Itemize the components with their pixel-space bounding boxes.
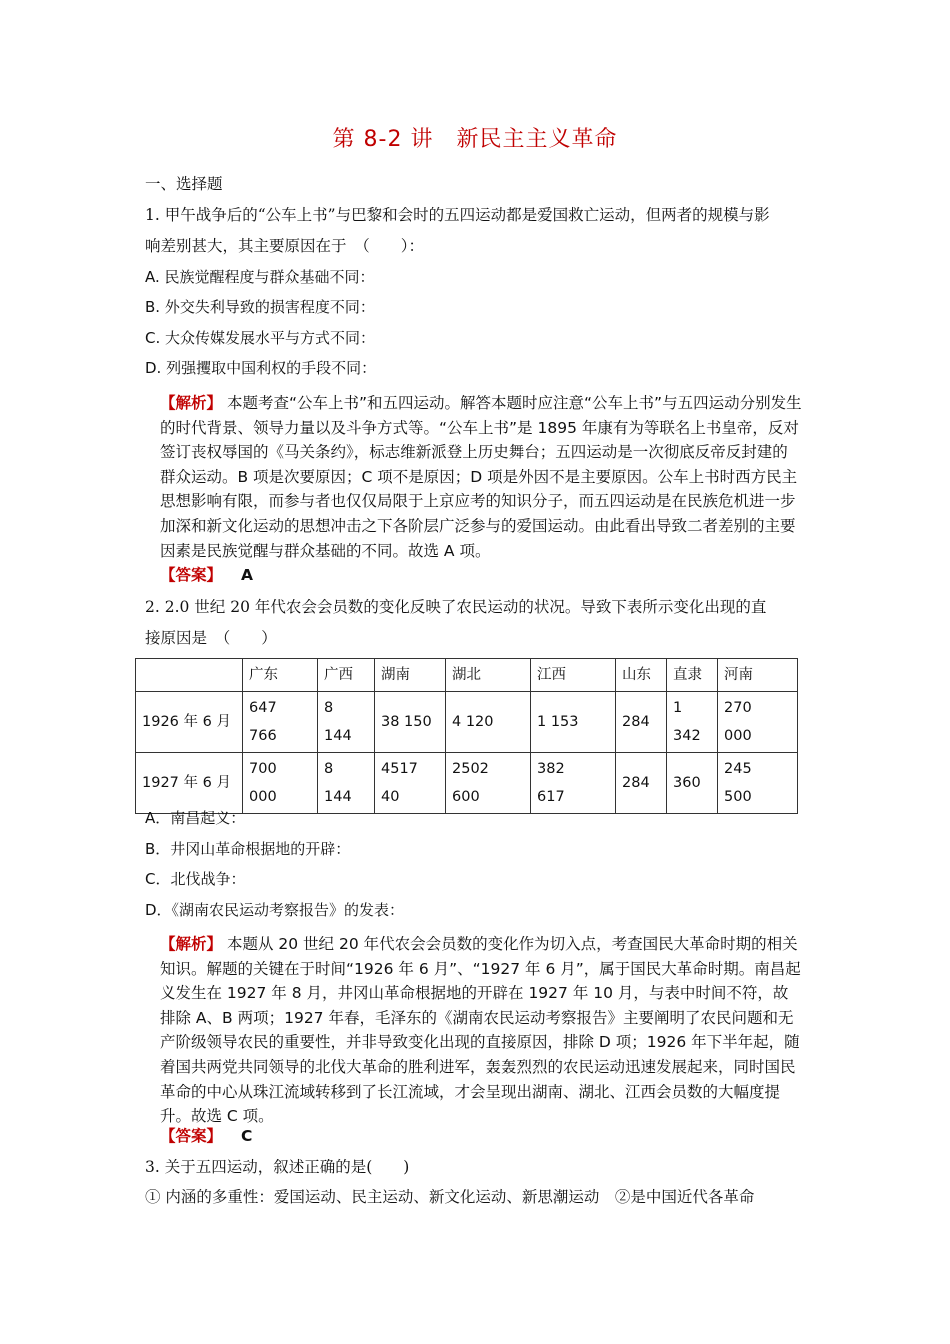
q1-option-b: B. 外交失利导致的损害程度不同： xyxy=(145,298,375,316)
q2-analysis xyxy=(160,932,802,1129)
q1-analysis xyxy=(160,391,802,563)
table-cell: 270 000 xyxy=(718,692,798,753)
analysis-tag: 【解析】 xyxy=(160,935,223,953)
table-header-cell: 湖北 xyxy=(446,659,531,692)
table-header-cell: 河南 xyxy=(718,659,798,692)
table-cell: 284 xyxy=(616,692,667,753)
page-title: 第 8-2 讲 新民主主义革命 xyxy=(332,127,618,152)
table-cell: 700 000 xyxy=(243,753,318,814)
q1-answer-value: A xyxy=(240,566,253,584)
q1-answer xyxy=(160,563,253,585)
q2-answer-value: C xyxy=(240,1127,253,1145)
q3-stem-line1: 3. 关于五四运动，叙述正确的是( ) xyxy=(145,1158,410,1176)
q1-stem-line1: 1. 甲午战争后的“公车上书”与巴黎和会时的五四运动都是爱国救亡运动，但两者的规模与影 xyxy=(145,206,770,224)
q1-analysis-text: 本题考查“公车上书”和五四运动。解答本题时应注意“公车上书”与五四运动分别发生的时代背景、领导力量以及斗争方式等。“公车上书”是 1895 年康有为等联名上书皇帝，反对签订丧权辱国的《马关条约》，标志维新派登上历史舞台；五四运动是一次彻底反帝反封建的群众运动。B 项是次要原因；C 项不是原因；D 项是外因不是主要原因。公车上书时西方民主思想影响有限，而参与者也仅仅局限于上京应考的知识分子，而五四运动是在民族危机进一步加深和新文化运动的思想冲击之下各阶层广泛参与的爱国运动。由此看出导致二者差别的主要因素是民族觉醒与群众基础的不同。故选 A 项。 xyxy=(160,394,802,560)
table-header-cell: 山东 xyxy=(616,659,667,692)
table-cell: 8 144 xyxy=(318,753,375,814)
q2-stem-line2: 接原因是 （ ） xyxy=(145,629,277,647)
answer-tag: 【答案】 xyxy=(160,1127,223,1145)
table-header-cell: 广西 xyxy=(318,659,375,692)
q3-stem-line2: ① 内涵的多重性：爱国运动、民主运动、新文化运动、新思潮运动 ②是中国近代各革命 xyxy=(145,1188,755,1206)
q2-answer xyxy=(160,1124,252,1146)
table-cell: 245 500 xyxy=(718,753,798,814)
table-header-cell: 广东 xyxy=(243,659,318,692)
analysis-tag: 【解析】 xyxy=(160,394,223,412)
table-cell: 4 120 xyxy=(446,692,531,753)
table-cell: 1927 年 6 月 xyxy=(136,753,243,814)
q2-analysis-text: 本题从 20 世纪 20 年代农会会员数的变化作为切入点，考查国民大革命时期的相关知识。解题的关键在于时间“1926 年 6 月”、“1927 年 6 月”，属于国民大革命时期。南昌起义发生在 1927 年 8 月，井冈山革命根据地的开辟在 1927 年 10 月，与表中时间不符，故排除 A、B 两项；1927 年春，毛泽东的《湖南农民运动考察报告》主要阐明了农民问题和无产阶级领导农民的重要性，并非导致变化出现的直接原因，排除 D 项；1926 年下半年起，随着国共两党共同领导的北伐大革命的胜利进军，轰轰烈烈的农民运动迅速发展起来，同时国民革命的中心从珠江流域转移到了长江流域，才会呈现出湖南、湖北、江西会员数的大幅度提升。故选 C 项。 xyxy=(160,935,801,1126)
table-cell: 284 xyxy=(616,753,667,814)
table-cell: 2502 600 xyxy=(446,753,531,814)
table-cell: 8 144 xyxy=(318,692,375,753)
table-cell: 1 342 xyxy=(667,692,718,753)
q2-option-c: C．北伐战争： xyxy=(145,870,246,888)
table-cell: 647 766 xyxy=(243,692,318,753)
q1-stem-line2: 响差别甚大，其主要原因在于 （ ）： xyxy=(145,237,425,255)
answer-tag: 【答案】 xyxy=(160,566,223,584)
section-heading: 一、选择题 xyxy=(145,175,223,193)
table-cell: 360 xyxy=(667,753,718,814)
table-row xyxy=(136,692,798,753)
table-header-row xyxy=(136,659,798,692)
table-header-cell xyxy=(136,659,243,692)
q2-option-a: A．南昌起义： xyxy=(145,809,246,827)
table-cell: 382 617 xyxy=(531,753,616,814)
table-header-cell: 直隶 xyxy=(667,659,718,692)
table-header-cell: 江西 xyxy=(531,659,616,692)
q2-stem-line1: 2. 2.0 世纪 20 年代农会会员数的变化反映了农民运动的状况。导致下表所示变化出现的直 xyxy=(145,598,767,616)
table-row xyxy=(136,753,798,814)
table-cell: 38 150 xyxy=(375,692,446,753)
table-cell: 1 153 xyxy=(531,692,616,753)
q2-option-d: D．《湖南农民运动考察报告》的发表： xyxy=(145,901,405,919)
table-cell: 1926 年 6 月 xyxy=(136,692,243,753)
q1-option-d: D. 列强攫取中国利权的手段不同： xyxy=(145,359,377,377)
q1-option-c: C. 大众传媒发展水平与方式不同： xyxy=(145,329,376,347)
table-header-cell: 湖南 xyxy=(375,659,446,692)
q1-option-a: A. 民族觉醒程度与群众基础不同： xyxy=(145,268,375,286)
table-cell: 4517 40 xyxy=(375,753,446,814)
membership-table xyxy=(135,658,798,814)
q2-option-b: B．井冈山革命根据地的开辟： xyxy=(145,840,351,858)
